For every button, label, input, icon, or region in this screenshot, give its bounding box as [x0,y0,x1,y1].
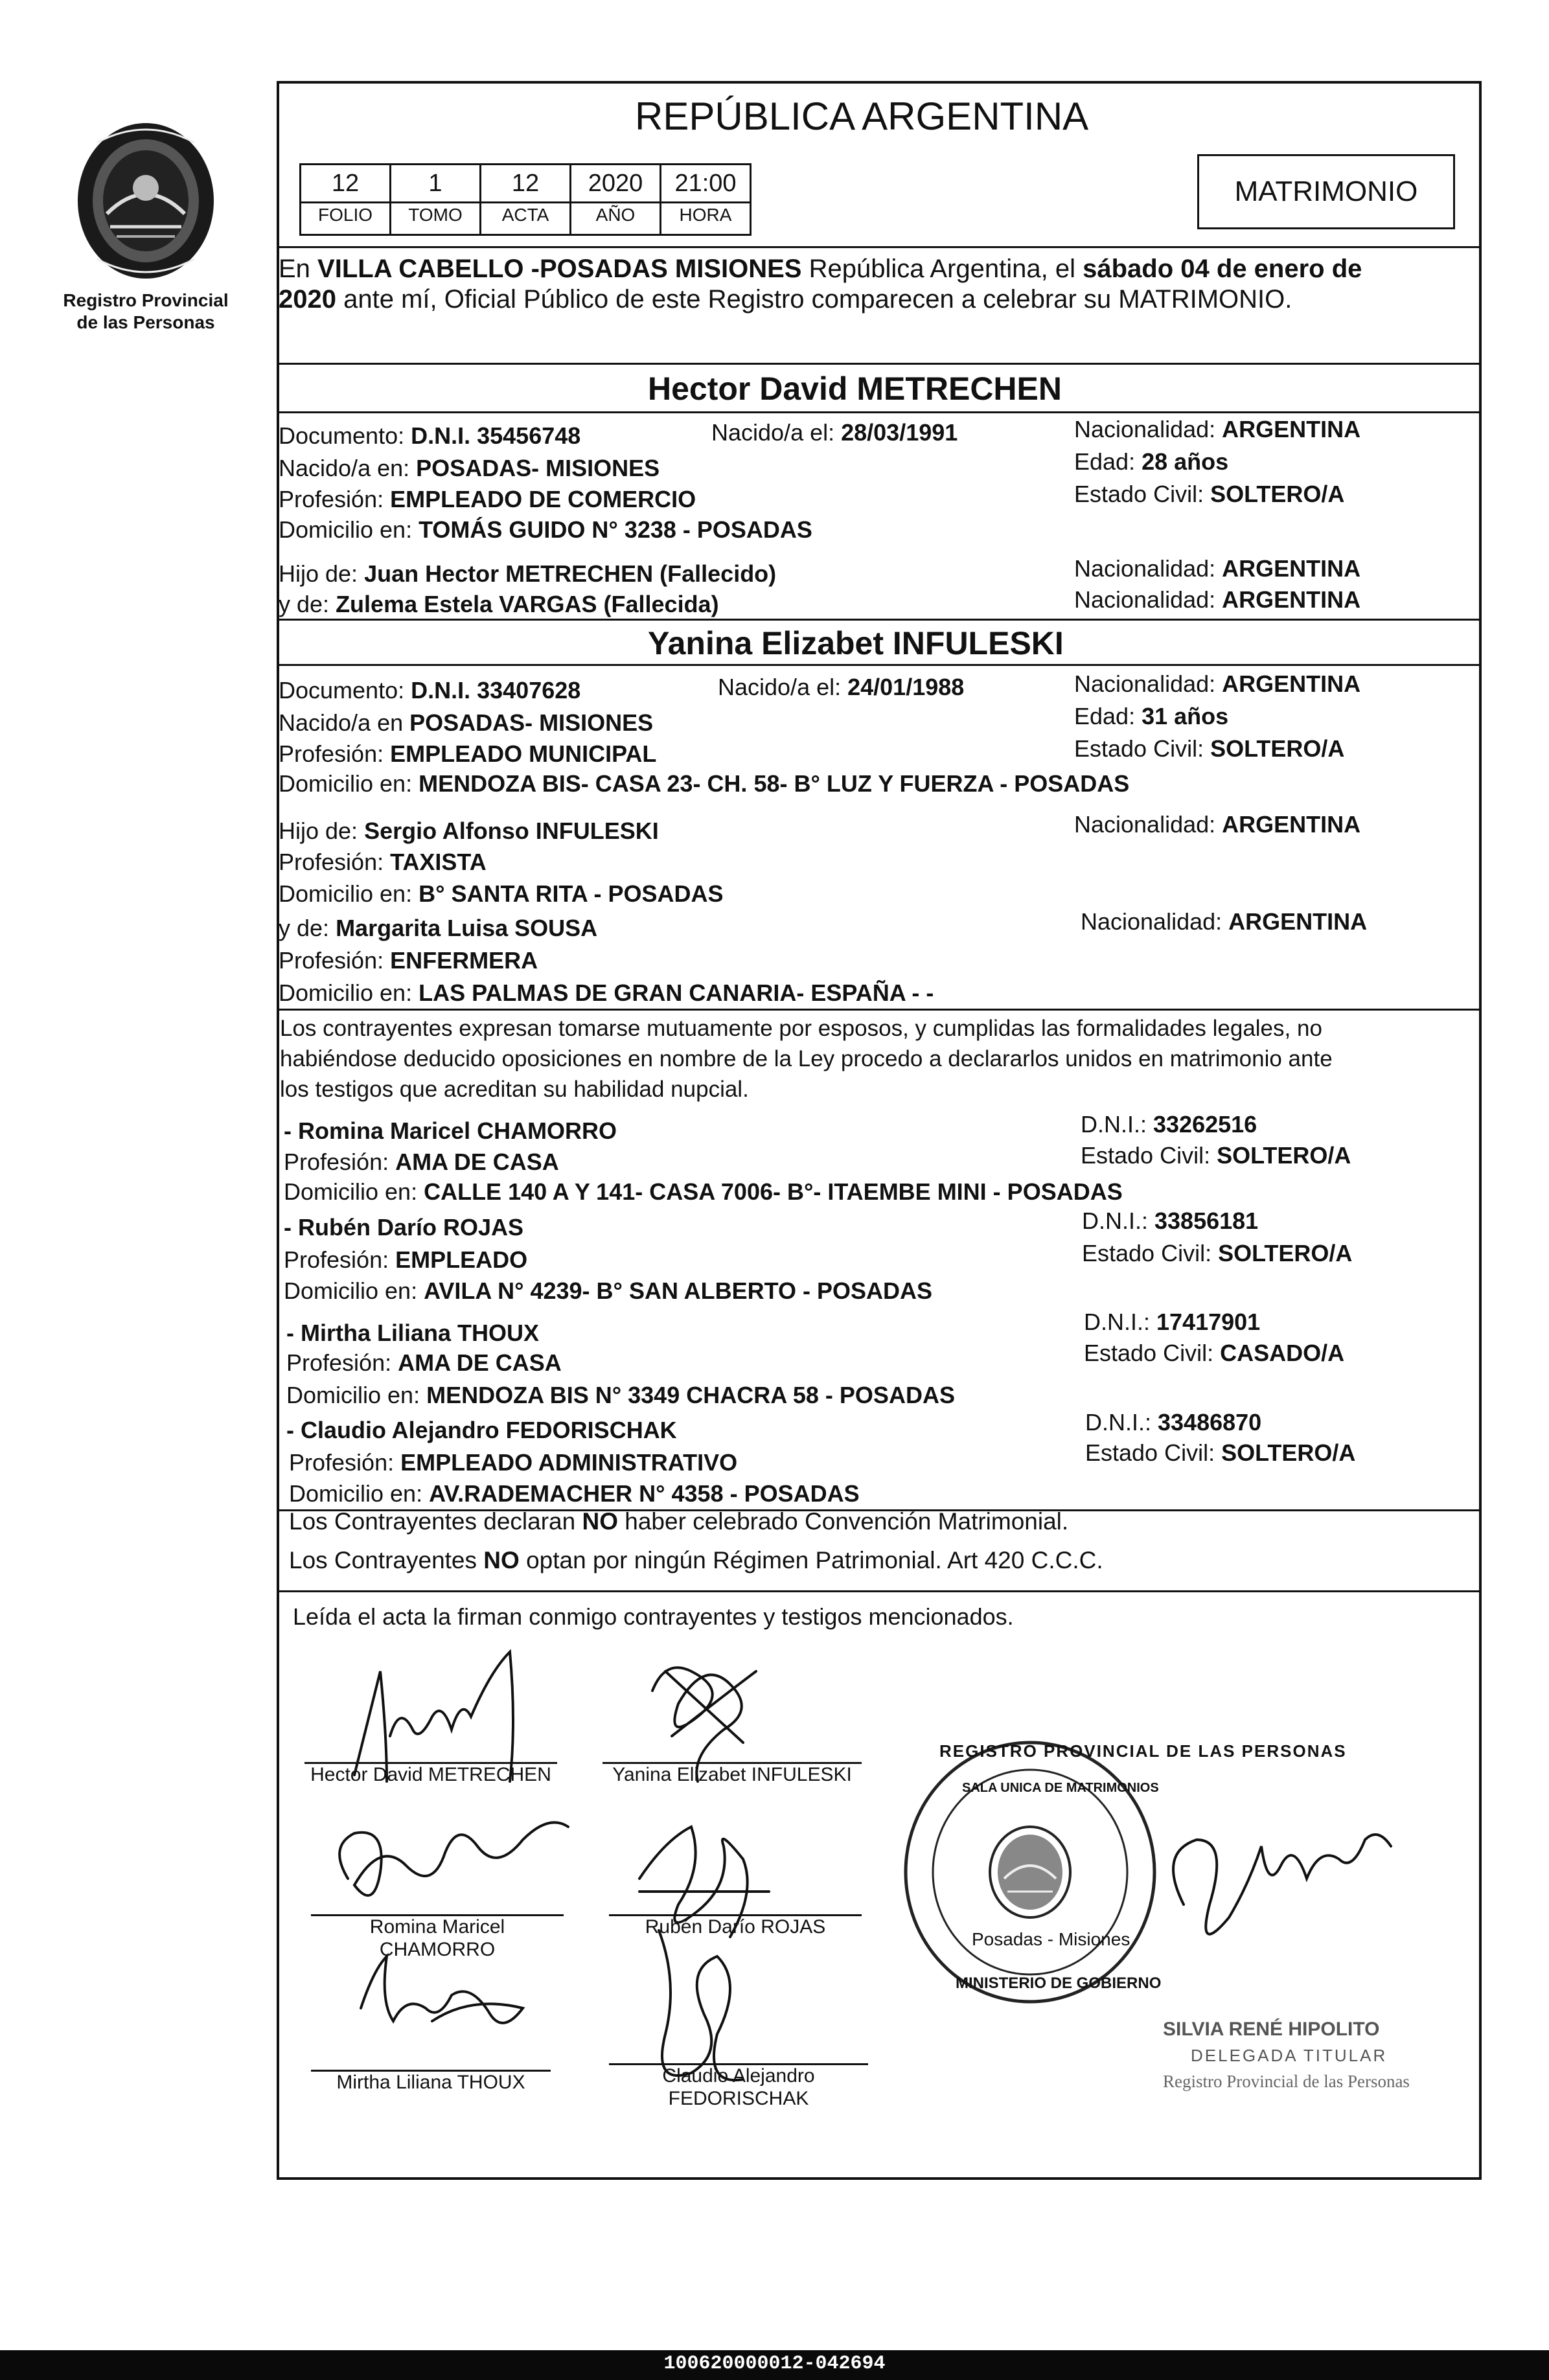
intro-divider-top [277,246,1482,248]
groom-address: Domicilio en: TOMÁS GUIDO N° 3238 - POSADAS [279,516,812,543]
folio-cell [299,163,391,236]
bride-nationality: Nacionalidad: ARGENTINA [1074,670,1361,697]
official-org: Registro Provincial de las Personas [1163,2072,1410,2091]
conventions-line-2: Los Contrayentes NO optan por ningún Régimen Patrimonial. Art 420 C.C.C. [289,1547,1103,1573]
witness-4-address: Domicilio en: AV.RADEMACHER N° 4358 - POSADAS [289,1480,860,1507]
witness-1-address: Domicilio en: CALLE 140 A Y 141- CASA 7006- B°- ITAEMBE MINI - POSADAS [284,1178,1123,1205]
bride-age: Edad: 31 años [1074,703,1229,729]
intro-line-1: En VILLA CABELLO -POSADAS MISIONES República Argentina, el sábado 04 de enero de [279,255,1362,283]
bride-father-nationality: Nacionalidad: ARGENTINA [1074,811,1361,838]
witness-2-dni: D.N.I.: 33856181 [1082,1207,1259,1234]
declaration-divider [277,1009,1482,1011]
logo-caption-1: Registro Provincial [63,290,229,310]
acta-cell [479,163,571,236]
bride-father: Hijo de: Sergio Alfonso INFULESKI [279,818,659,844]
groom-divider-name [277,411,1482,413]
bride-mother: y de: Margarita Luisa SOUSA [279,915,598,941]
witness-2-signature-label: Rubén Darío ROJAS [645,1916,826,1938]
witness-1-signature-label-2: CHAMORRO [379,1939,496,1960]
act-type-label: MATRIMONIO [1234,176,1418,207]
bride-mother-address: Domicilio en: LAS PALMAS DE GRAN CANARIA- ESPAÑA - - [279,979,934,1006]
bride-birthplace: Nacido/a en POSADAS- MISIONES [279,709,654,736]
bride-document: Documento: D.N.I. 33407628 [279,677,581,704]
marriage-date: sábado 04 de enero de [1083,255,1362,283]
province-seal-icon [71,117,220,285]
stamp-city: Posadas - Misiones [972,1929,1130,1949]
official-title: DELEGADA TITULAR [1191,2046,1388,2065]
bride-profession: Profesión: EMPLEADO MUNICIPAL [279,740,657,767]
bride-father-address: Domicilio en: B° SANTA RITA - POSADAS [279,880,724,907]
groom-signature-label: Hector David METRECHEN [310,1764,551,1785]
witness-1-civil-status: Estado Civil: SOLTERO/A [1081,1142,1351,1169]
marriage-place: VILLA CABELLO -POSADAS MISIONES [317,255,802,283]
bride-mother-profession: Profesión: ENFERMERA [279,947,538,974]
groom-father: Hijo de: Juan Hector METRECHEN (Fallecido) [279,560,777,587]
bride-address: Domicilio en: MENDOZA BIS- CASA 23- CH. 58- B° LUZ Y FUERZA - POSADAS [279,770,1130,797]
witness-4-civil-status: Estado Civil: SOLTERO/A [1085,1439,1356,1466]
stamp-bottom-text: MINISTERIO DE GOBIERNO [956,1974,1162,1992]
witness-3-name: - Mirtha Liliana THOUX [286,1320,540,1346]
groom-document: Documento: D.N.I. 35456748 [279,422,581,449]
folio-value: 12 [331,170,360,197]
witness-1-dni: D.N.I.: 33262516 [1081,1111,1257,1138]
groom-birthdate: Nacido/a el: 28/03/1991 [711,419,958,446]
conventions-line-1: Los Contrayentes declaran NO haber celebrado Convención Matrimonial. [289,1508,1069,1535]
witness-4-dni: D.N.I.: 33486870 [1085,1409,1262,1436]
bride-name: Yanina Elizabet INFULESKI [648,625,1064,661]
year-value: 2020 [588,170,643,197]
groom-name: Hector David METRECHEN [648,371,1062,407]
signatures-intro: Leída el acta la firman conmigo contrayentes y testigos mencionados. [293,1603,1014,1630]
bride-divider-name [277,664,1482,666]
witness-3-dni: D.N.I.: 17417901 [1084,1309,1261,1335]
document-code: 100620000012-042694 [663,2353,886,2375]
official-stamp [901,1736,1347,2008]
tomo-value: 1 [428,170,442,197]
hour-label: HORA [661,201,750,227]
official-name: SILVIA RENÉ HIPOLITO [1163,2019,1380,2040]
groom-profession: Profesión: EMPLEADO DE COMERCIO [279,486,696,512]
witness-3-address: Domicilio en: MENDOZA BIS N° 3349 CHACRA 58 - POSADAS [286,1382,955,1408]
registry-logo [71,117,220,285]
declaration-line-3: los testigos que acreditan su habilidad nupcial. [280,1077,749,1102]
groom-age: Edad: 28 años [1074,448,1229,475]
bride-mother-nationality: Nacionalidad: ARGENTINA [1081,908,1368,935]
tomo-label: TOMO [391,201,479,227]
act-type-box [1197,154,1455,229]
groom-nationality: Nacionalidad: ARGENTINA [1074,416,1361,442]
hour-value: 21:00 [674,170,737,197]
declaration-line-1: Los contrayentes expresan tomarse mutuamente por esposos, y cumplidas las formalidades legales, no [280,1016,1322,1041]
stamp-inner-text: SALA UNICA DE MATRIMONIOS [962,1781,1159,1795]
witness-3-profession: Profesión: AMA DE CASA [286,1349,562,1376]
country-title: REPÚBLICA ARGENTINA [635,95,1089,138]
declaration-line-2: habiéndose deducido oposiciones en nombre de la Ley procedo a declararlos unidos en matrimonio ante [280,1046,1333,1071]
witness-2-address: Domicilio en: AVILA N° 4239- B° SAN ALBERTO - POSADAS [284,1277,932,1304]
bride-father-profession: Profesión: TAXISTA [279,849,487,875]
witness-1-signature-label-1: Romina Maricel [369,1916,505,1938]
year-label: AÑO [571,201,660,227]
bride-civil-status: Estado Civil: SOLTERO/A [1074,735,1345,762]
intro-line-2: 2020 ante mí, Oficial Público de este Registro comparecen a celebrar su MATRIMONIO. [279,285,1292,314]
folio-label: FOLIO [301,201,389,227]
witness-4-signature-label-1: Claudio Alejandro [662,2065,815,2087]
witness-3-civil-status: Estado Civil: CASADO/A [1084,1340,1345,1366]
signatures-divider [277,1590,1482,1592]
bride-divider-top [277,619,1482,621]
registry-stamp-icon [901,1736,1160,2008]
groom-father-nationality: Nacionalidad: ARGENTINA [1074,555,1361,582]
witness-2-civil-status: Estado Civil: SOLTERO/A [1082,1240,1353,1266]
groom-civil-status: Estado Civil: SOLTERO/A [1074,481,1345,507]
year-cell [569,163,661,236]
logo-caption-2: de las Personas [76,312,215,332]
witness-4-profession: Profesión: EMPLEADO ADMINISTRATIVO [289,1449,738,1476]
witness-2-name: - Rubén Darío ROJAS [284,1214,524,1241]
marriage-year: 2020 [279,285,336,314]
witness-1-profession: Profesión: AMA DE CASA [284,1149,559,1175]
acta-label: ACTA [481,201,569,227]
bride-birthdate: Nacido/a el: 24/01/1988 [718,674,965,700]
groom-divider-top [277,363,1482,365]
groom-mother-nationality: Nacionalidad: ARGENTINA [1074,586,1361,613]
tomo-cell [389,163,481,236]
groom-birthplace: Nacido/a en: POSADAS- MISIONES [279,455,660,481]
stamp-outer-text: REGISTRO PROVINCIAL DE LAS PERSONAS [939,1741,1347,1761]
witness-3-signature-label: Mirtha Liliana THOUX [336,2072,525,2093]
witness-4-signature-label-2: FEDORISCHAK [668,2088,809,2109]
witness-2-profession: Profesión: EMPLEADO [284,1246,528,1273]
groom-mother: y de: Zulema Estela VARGAS (Fallecida) [279,591,719,617]
witness-1-name: - Romina Maricel CHAMORRO [284,1117,617,1144]
witness-4-name: - Claudio Alejandro FEDORISCHAK [286,1417,677,1443]
hour-cell [660,163,752,236]
bride-signature-label: Yanina Elizabet INFULESKI [612,1764,852,1785]
acta-value: 12 [511,170,540,197]
